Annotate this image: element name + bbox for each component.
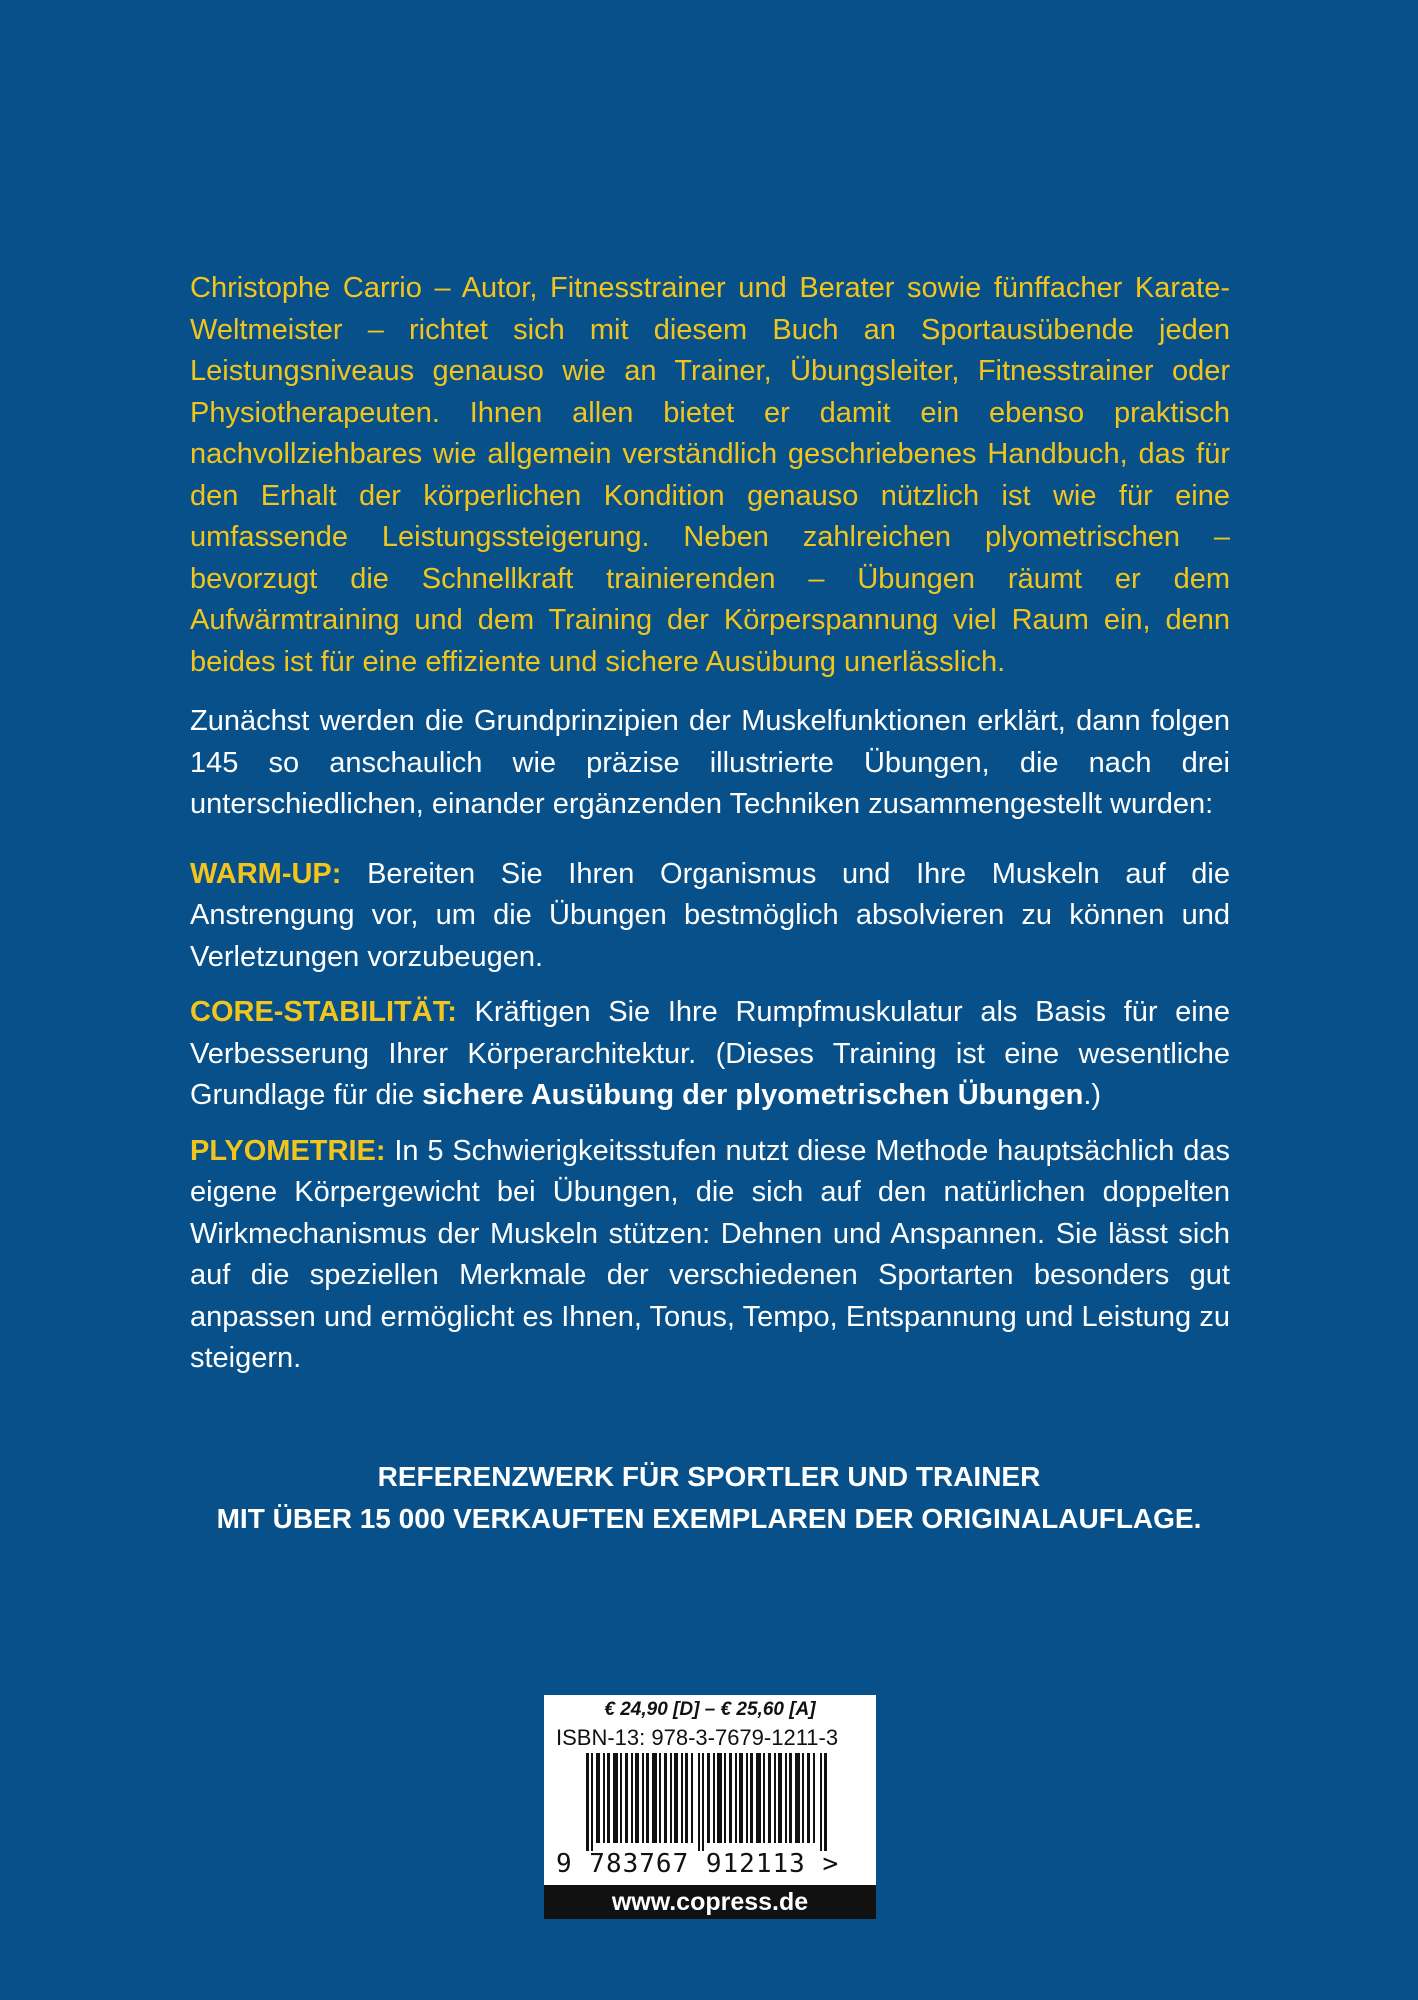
section-core-stability	[190, 992, 1230, 1117]
isbn: ISBN-13: 978-3-7679-1211-3	[556, 1725, 839, 1750]
section-emphasis: sichere Ausübung der plyometrischen Übungen	[422, 1079, 1084, 1111]
section-tail: .)	[1083, 1079, 1102, 1111]
section-term: CORE-STABILITÄT:	[190, 996, 457, 1028]
section-text: Kräftigen Sie Ihre Rumpfmuskulatur als Basis für eine Verbesserung Ihrer Körperarchitektur. (Dieses Training ist eine wesentliche Grundlage für die	[190, 996, 1230, 1111]
blurb	[190, 268, 1230, 1380]
price: € 24,90 [D] – € 25,60 [A]	[604, 1699, 816, 1720]
tagline-line-1: REFERENZWERK FÜR SPORTLER UND TRAINER	[377, 1461, 1041, 1492]
section-term: PLYOMETRIE:	[190, 1134, 386, 1167]
section-text: In 5 Schwierigkeitsstufen nutzt diese Methode hauptsächlich das eigene Körpergewicht bei Übungen, die sich auf den natürlichen doppelten Wirkmechanismus der Muskeln stützen: Dehnen und Anspannen. Sie lässt sich auf die speziellen Merkmale der verschiedenen Sportarten besonders gut anpassen und ermöglicht es Ihnen, Tonus, Tempo, Entspannung und Leistung zu steigern.	[190, 1134, 1230, 1374]
section-warm-up	[190, 854, 1230, 979]
tagline-line-2: MIT ÜBER 15 000 VERKAUFTEN EXEMPLAREN DER ORIGINALAUFLAGE.	[216, 1503, 1202, 1534]
tagline	[0, 1456, 1418, 1540]
barcode-label	[544, 1695, 876, 1919]
section-text: Bereiten Sie Ihren Organismus und Ihre Muskeln auf die Anstrengung vor, um die Übungen bestmöglich absolvieren zu können und Verletzungen vorzubeugen.	[190, 857, 1230, 973]
website-link[interactable]: www.copress.de	[544, 1885, 876, 1919]
section-term: WARM-UP:	[190, 857, 342, 890]
section-plyometrics	[190, 1131, 1230, 1380]
overview-paragraph: Zunächst werden die Grundprinzipien der Muskelfunktionen erklärt, dann folgen 145 so anschaulich wie präzise illustrierte Übungen, die nach drei unterschiedlichen, einander ergänzenden Techniken zusammengestellt wurden:	[190, 705, 1230, 820]
barcode-number: 9 783767 912113 >	[556, 1849, 840, 1879]
barcode-graphic	[586, 1753, 834, 1851]
intro-paragraph: Christophe Carrio – Autor, Fitnesstrainer und Berater sowie fünffacher Karate-Weltmeister – richtet sich mit diesem Buch an Sportausübende jeden Leistungsniveaus genauso wie an Trainer, Übungsleiter, Fitnesstrainer oder Physiotherapeuten. Ihnen allen bietet er damit ein ebenso praktisch nachvollziehbares wie allgemein verständlich geschriebenes Handbuch, das für den Erhalt der körperlichen Kondition genauso nützlich ist wie für eine umfassende Leistungssteigerung. Neben zahlreichen plyometrischen – bevorzugt die Schnellkraft trainierenden – Übungen räumt er dem Aufwärmtraining und dem Training der Körperspannung viel Raum ein, denn beides ist für eine effiziente und sichere Ausübung unerlässlich.	[190, 272, 1230, 678]
